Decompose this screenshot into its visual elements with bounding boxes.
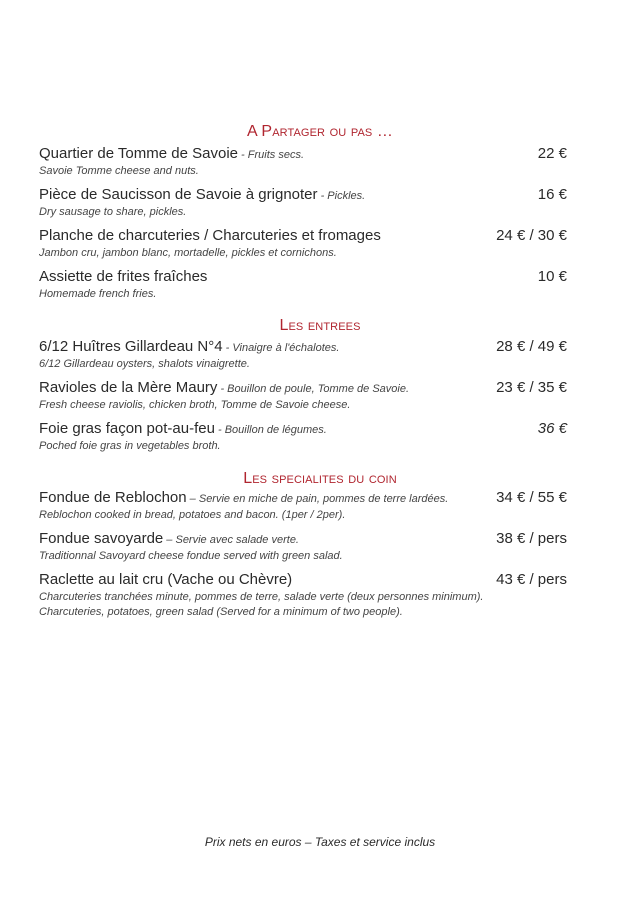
footer-note: Prix nets en euros – Taxes et service inclus [204, 835, 436, 849]
menu-item [39, 227, 567, 261]
menu-item [39, 379, 567, 413]
item-name: Fondue de Reblochon [39, 489, 187, 506]
item-translation: Traditionnal Savoyard cheese fondue served with green salad. [39, 550, 343, 562]
menu-item [39, 420, 567, 454]
item-price: 10 € [537, 268, 567, 285]
item-desc: – Servie en miche de pain, pommes de terre lardées. [186, 493, 449, 505]
menu-item [39, 145, 567, 179]
menu-item [39, 530, 567, 564]
item-translation: Savoie Tomme cheese and nuts. [39, 165, 199, 177]
item-name: 6/12 Huîtres Gillardeau N°4 [39, 338, 223, 355]
section-title-a-partager: A Partager ou pas … [247, 123, 393, 140]
menu-item [39, 571, 567, 620]
item-name: Assiette de frites fraîches [39, 268, 208, 285]
item-name: Foie gras façon pot-au-feu [39, 420, 215, 437]
item-price: 16 € [537, 186, 567, 203]
item-translation: Reblochon cooked in bread, potatoes and bacon. (1per / 2per). [39, 509, 346, 521]
item-desc: - Vinaigre à l'échalotes. [222, 342, 340, 354]
menu-item [39, 338, 567, 372]
section-title-entrees: Les entrees [279, 317, 361, 334]
item-translation: Jambon cru, jambon blanc, mortadelle, pickles et cornichons. [39, 247, 337, 259]
item-price: 24 € / 30 € [496, 227, 567, 244]
item-price: 28 € / 49 € [496, 338, 567, 355]
item-desc: – Servie avec salade verte. [163, 534, 299, 546]
item-price: 38 € / pers [496, 530, 567, 547]
item-price: 36 € [537, 420, 567, 437]
item-price: 23 € / 35 € [496, 379, 567, 396]
item-desc: - Bouillon de légumes. [214, 424, 327, 436]
item-translation: Fresh cheese raviolis, chicken broth, Tomme de Savoie cheese. [39, 399, 351, 411]
item-translation: Charcuteries, potatoes, green salad (Served for a minimum of two people). [39, 606, 403, 618]
item-price: 34 € / 55 € [496, 489, 567, 506]
item-price: 22 € [537, 145, 567, 162]
item-desc: - Bouillon de poule, Tomme de Savoie. [217, 383, 410, 395]
item-translation: 6/12 Gillardeau oysters, shalots vinaigrette. [39, 358, 250, 370]
item-name: Pièce de Saucisson de Savoie à grignoter [39, 186, 318, 203]
item-name: Raclette au lait cru (Vache ou Chèvre) [39, 571, 293, 588]
item-description-fr: Charcuteries tranchées minute, pommes de terre, salade verte (deux personnes minimum). [39, 591, 484, 603]
item-translation: Homemade french fries. [39, 288, 157, 300]
item-name: Quartier de Tomme de Savoie [39, 145, 238, 162]
item-name: Ravioles de la Mère Maury [39, 379, 218, 396]
item-translation: Dry sausage to share, pickles. [39, 206, 187, 218]
menu-item [39, 268, 567, 302]
section-title-specialites: Les specialites du coin [243, 470, 397, 487]
item-name: Fondue savoyarde [39, 530, 164, 547]
item-desc: - Fruits secs. [238, 149, 305, 161]
item-price: 43 € / pers [496, 571, 567, 588]
item-name: Planche de charcuteries / Charcuteries et fromages [39, 227, 381, 244]
menu-item [39, 186, 567, 220]
item-translation: Poched foie gras in vegetables broth. [39, 440, 221, 452]
menu-item [39, 489, 567, 523]
item-desc: - Pickles. [317, 190, 366, 202]
